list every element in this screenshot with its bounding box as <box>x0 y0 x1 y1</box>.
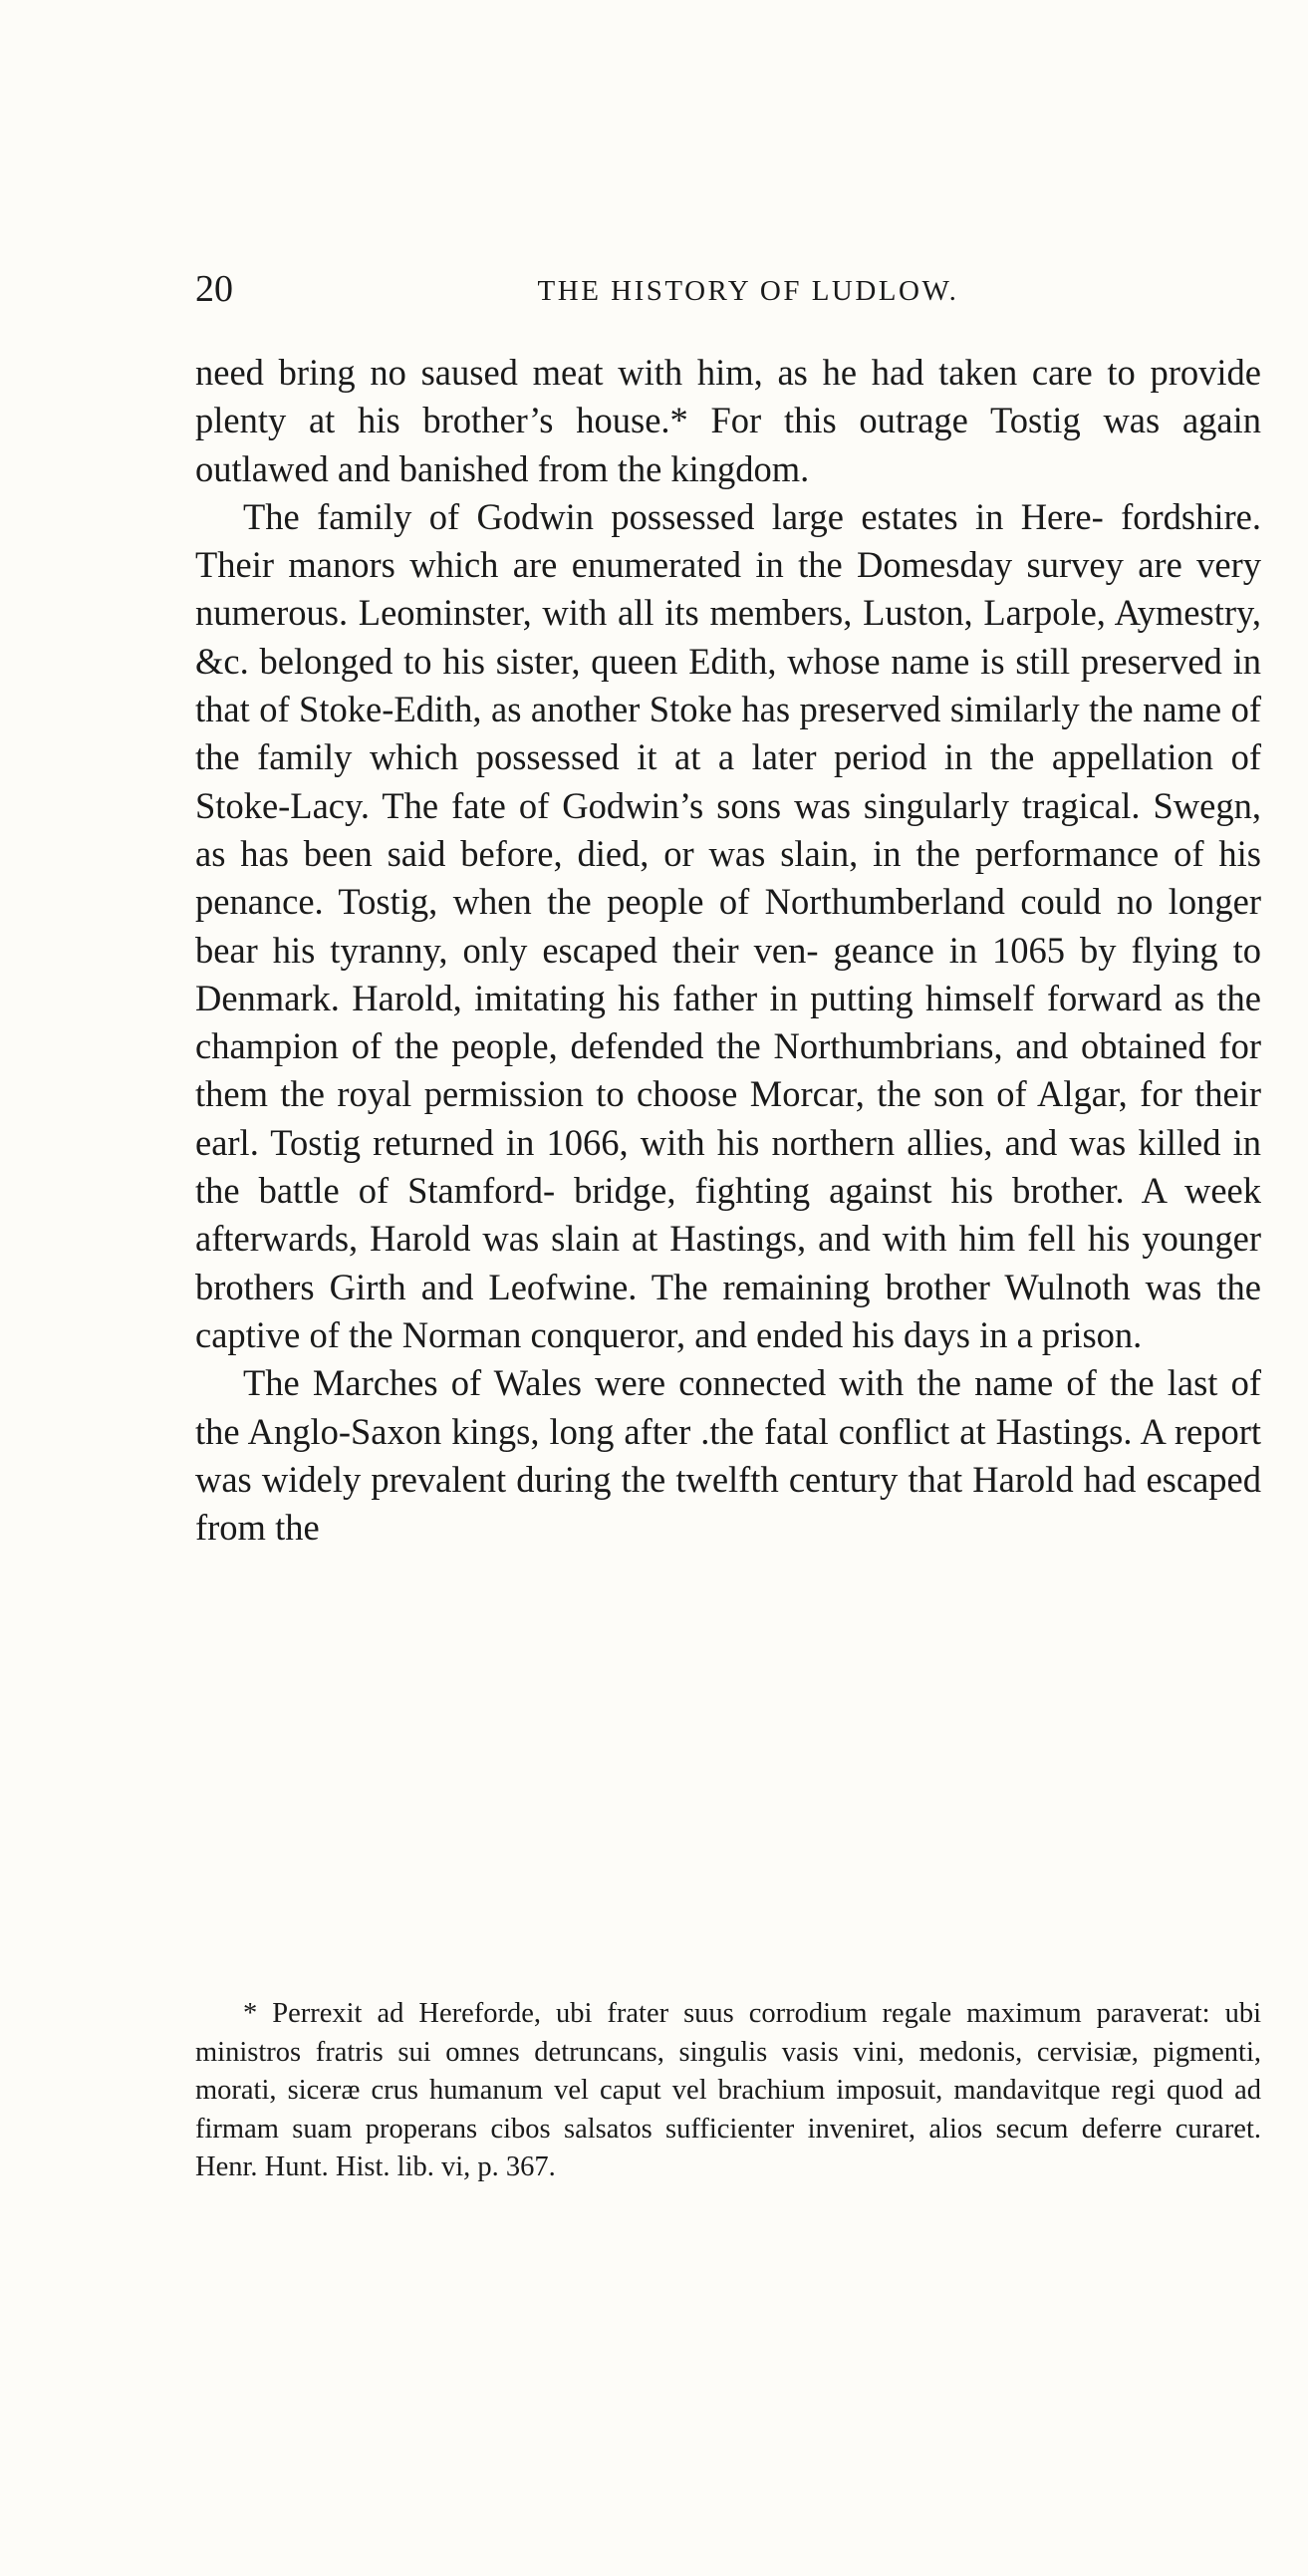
footnote-text: * Perrexit ad Hereforde, ubi frater suus corrodium regale maximum paraverat: ubi ministros fratris sui omnes detruncans, singulis vasis vini, medonis, cervisiæ, pigmenti, morati, siceræ crus humanum vel caput vel brachium imposuit, mandavitque regi quod ad firmam suam properans cibos salsatos sufficienter inveniret, alios secum deferre curaret. Henr. Hunt. Hist. lib. vi, p. 367. <box>195 1998 1261 2182</box>
running-title: THE HISTORY OF LUDLOW. <box>537 275 959 307</box>
paragraph-1: need bring no saused meat with him, as he had taken care to provide plenty at his brother’s house.* For this outrage Tostig was again outlawed and banished from the kingdom. <box>195 352 1261 489</box>
paragraph-3: The Marches of Wales were connected with the name of the last of the Anglo-Saxon kings, long after .the fatal conflict at Hastings. A report was widely prevalent during the twelfth century that Harold had escaped from the <box>195 1362 1261 1549</box>
paragraph-2: The family of Godwin possessed large estates in Here- fordshire. Their manors which are enumerated in the Domesday survey are very numerous. Leominster, with all its members, Luston, Larpole, Aymestry, &c. belonged to his sister, queen Edith, whose name is still preserved in that of Stoke-Edith, as another Stoke has preserved similarly the name of the family which possessed it at a later period in the appellation of Stoke-Lacy. The fate of Godwin’s sons was singularly tragical. Swegn, as has been said before, died, or was slain, in the performance of his penance. Tostig, when the people of Northumberland could no longer bear his tyranny, only escaped their ven- geance in 1065 by flying to Denmark. Harold, imitating his father in putting himself forward as the champion of the people, defended the Northumbrians, and obtained for them the royal permission to choose Morcar, the son of Algar, for their earl. Tostig returned in 1066, with his northern allies, and was killed in the battle of Stamford- bridge, fighting against his brother. A week afterwards, Harold was slain at Hastings, and with him fell his younger brothers Girth and Leofwine. The remaining brother Wulnoth was the captive of the Norman conqueror, and ended his days in a prison. <box>195 495 1261 1355</box>
page-number: 20 <box>195 268 233 310</box>
body-text <box>195 349 1261 1552</box>
running-head <box>195 267 1261 311</box>
footnote <box>195 1995 1261 2187</box>
